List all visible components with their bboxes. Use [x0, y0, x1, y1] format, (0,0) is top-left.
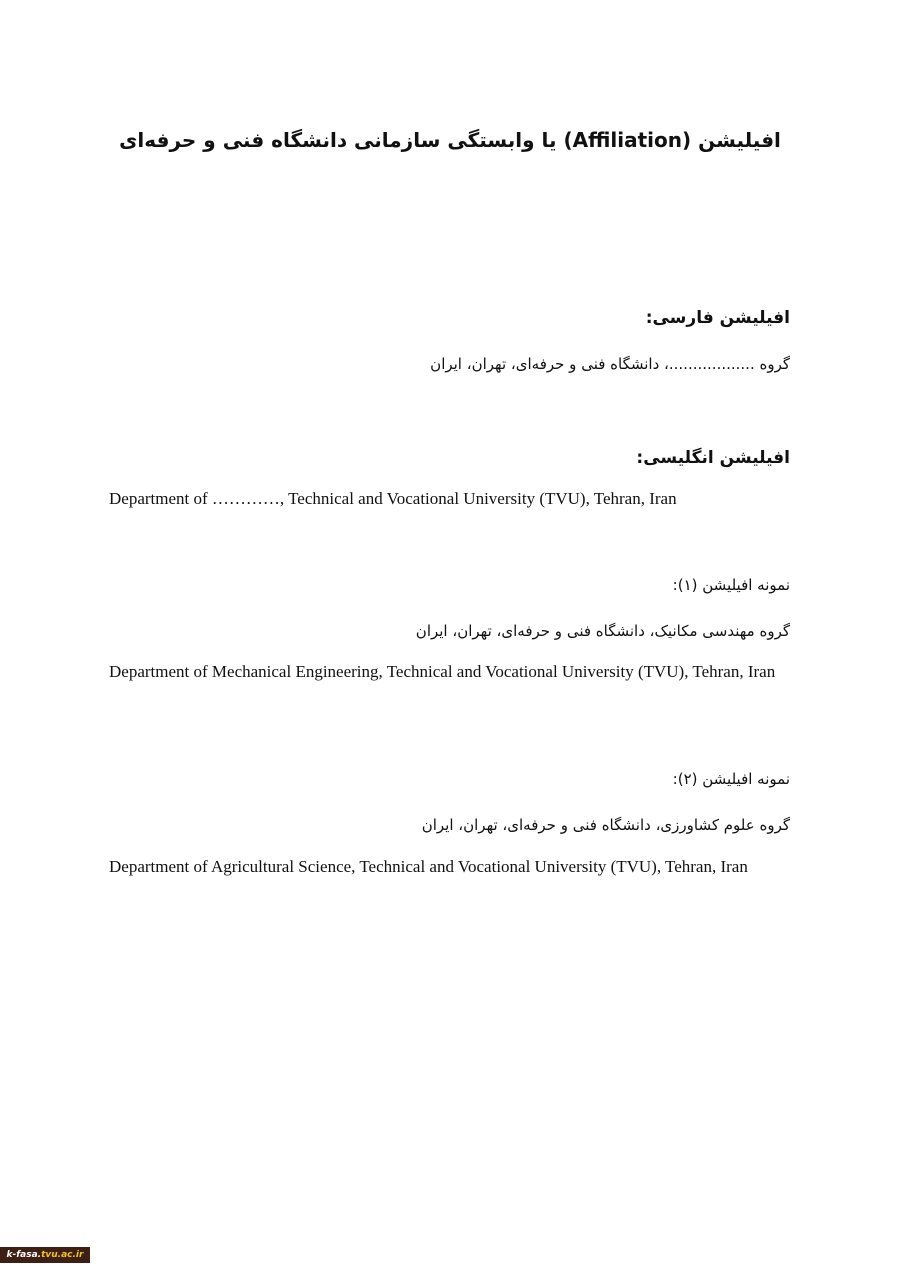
english-affiliation-heading: افیلیشن انگلیسی:	[636, 448, 790, 468]
sample-1-english: Department of Mechanical Engineering, Technical and Vocational University (TVU), Tehran, Iran	[109, 662, 776, 681]
sample-1-label: نمونه افیلیشن (۱):	[672, 576, 790, 594]
site-watermark-link[interactable]	[0, 1247, 90, 1263]
sample-2-english: Department of Agricultural Science, Technical and Vocational University (TVU), Tehran, Iran	[109, 857, 748, 876]
sample-1-persian: گروه مهندسی مکانیک، دانشگاه فنی و حرفه‌ای، تهران، ایران	[415, 622, 790, 640]
sample-2-label: نمونه افیلیشن (۲):	[672, 770, 790, 788]
persian-affiliation-text: گروه ..................، دانشگاه فنی و حرفه‌ای، تهران، ایران	[430, 355, 790, 373]
english-affiliation-text: Department of …………, Technical and Vocational University (TVU), Tehran, Iran	[109, 489, 677, 508]
sample-2-persian: گروه علوم کشاورزی، دانشگاه فنی و حرفه‌ای، تهران، ایران	[421, 816, 790, 834]
site-watermark-prefix: k-fasa.	[6, 1250, 42, 1260]
site-watermark-domain: tvu.ac.ir	[41, 1250, 84, 1260]
page-title: افیلیشن (Affiliation) یا وابستگی سازمانی دانشگاه فنی و حرفه‌ای	[119, 128, 781, 152]
persian-affiliation-heading: افیلیشن فارسی:	[645, 308, 790, 328]
